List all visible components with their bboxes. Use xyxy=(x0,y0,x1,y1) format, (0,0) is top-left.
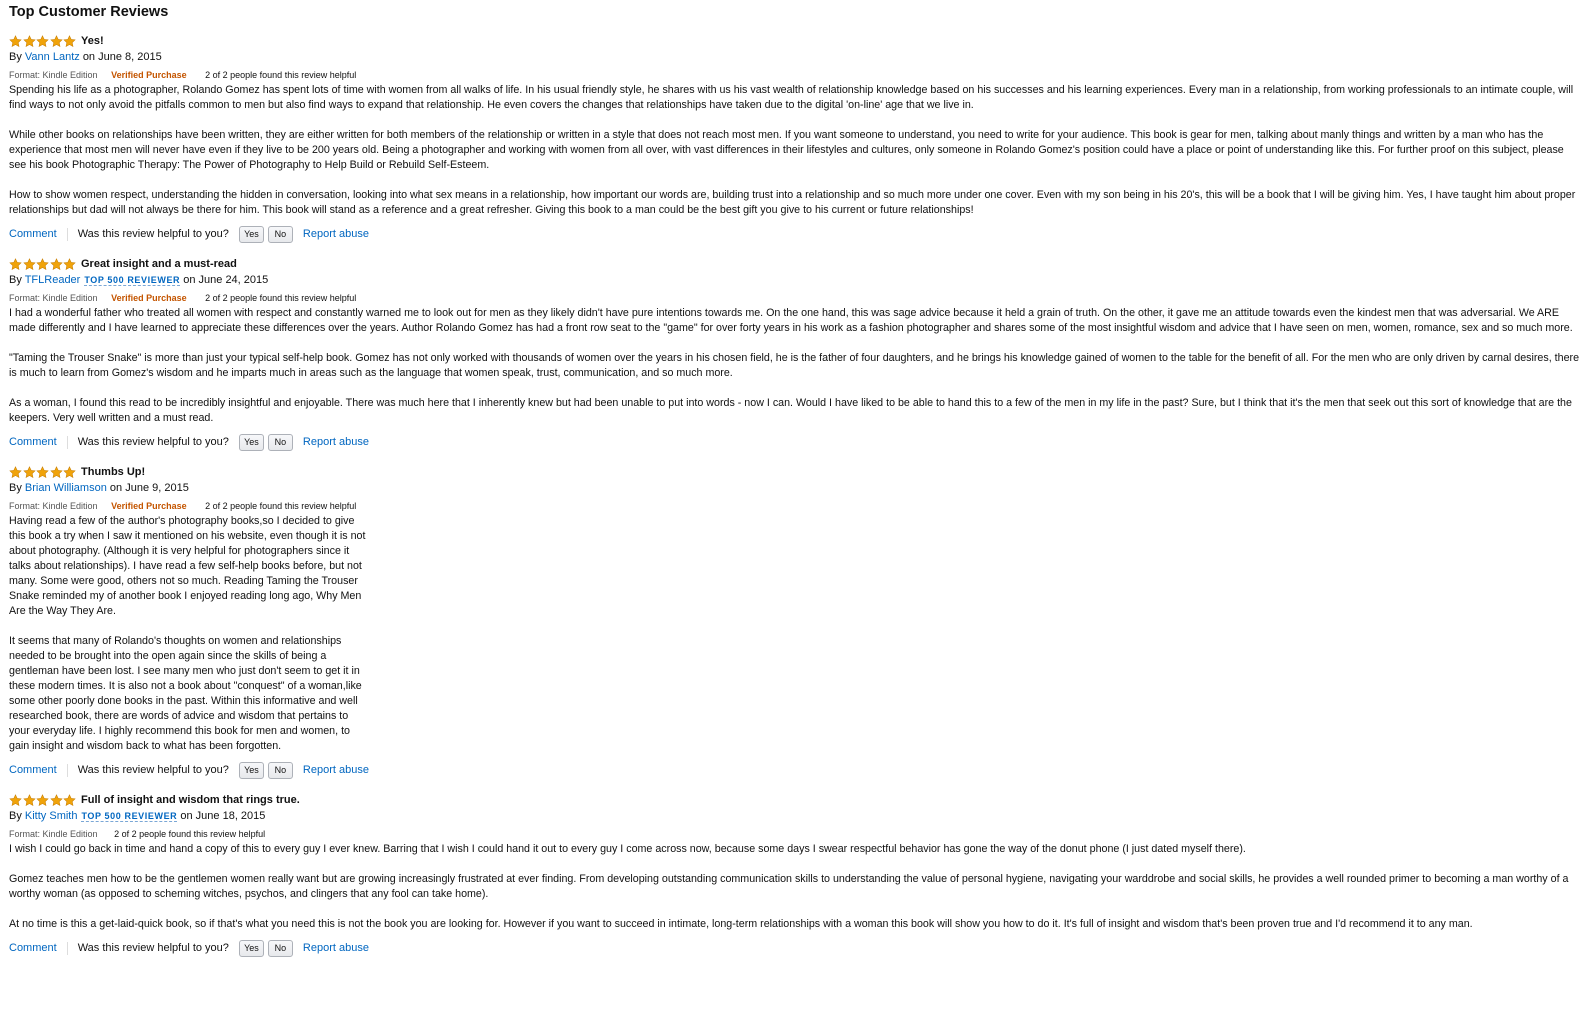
star-icon xyxy=(36,258,49,271)
review-paragraph: Having read a few of the author's photography books,so I decided to give this book a try when I saw it mentioned on his website, even though it is not about photography. (Although it is very helpful for photographers since it talks about relationships). I have read a few self-help books before, but not many. Some were good, others not so much. Reading Taming the Trouser Snake reminded my of another book I enjoyed reading long ago, Why Men Are the Way They Are. xyxy=(9,515,366,617)
review-title-row xyxy=(9,792,1583,808)
helpful-count: 2 of 2 people found this review helpful xyxy=(114,829,266,839)
divider xyxy=(67,436,68,449)
helpful-no-button[interactable]: No xyxy=(268,226,293,243)
review-date: June 24, 2015 xyxy=(198,274,269,286)
star-rating[interactable] xyxy=(9,258,76,271)
review-byline xyxy=(9,810,1583,824)
helpful-yes-button[interactable]: Yes xyxy=(239,226,264,243)
review-byline xyxy=(9,482,1583,496)
helpful-question: Was this review helpful to you? xyxy=(77,764,229,776)
on-label: on xyxy=(109,482,123,494)
review-title[interactable]: Great insight and a must-read xyxy=(81,258,237,270)
format-label: Format: Kindle Edition xyxy=(9,829,98,839)
star-icon xyxy=(63,466,76,479)
review-meta xyxy=(9,829,1583,841)
comment-link[interactable]: Comment xyxy=(9,436,57,448)
report-abuse-link[interactable]: Report abuse xyxy=(302,228,369,240)
review-paragraph: Spending his life as a photographer, Rolando Gomez has spent lots of time with women from all walks of life. In his usual friendly style, he shares with us his vast wealth of relationship knowledge based on his successes and his learning experiences. Every man in a relationship, from working professionals to an intimate couple, will find ways to not only avoid the pitfalls common to men but also find ways to expand that relationship. He even covers the changes that relationships have taken due to the digital 'on-line' age that we live in. xyxy=(9,84,1574,111)
review xyxy=(9,792,1583,957)
helpful-yes-button[interactable]: Yes xyxy=(239,434,264,451)
verified-purchase-badge: Verified Purchase xyxy=(111,501,187,511)
review-paragraph: How to show women respect, understanding the hidden in conversation, looking into what sex means in a relationship, how important our words are, building trust into a relationship and so much more under one cover. Even with my son being in his 20's, this will be a book that I will be giving him. Yes, I have taught him about proper relationships but dad will not always be there for him. This book will stand as a reference and a great refresher. Giving this book to a man could be the best gift you give to his current or future relationships! xyxy=(9,189,1576,216)
review-title-row xyxy=(9,256,1583,272)
verified-purchase-badge: Verified Purchase xyxy=(111,70,187,80)
top-reviewer-badge[interactable]: TOP 500 REVIEWER xyxy=(84,275,181,285)
section-heading: Top Customer Reviews xyxy=(9,4,169,20)
report-abuse-link[interactable]: Report abuse xyxy=(302,436,369,448)
by-label: By xyxy=(9,482,22,494)
helpful-count: 2 of 2 people found this review helpful xyxy=(205,70,357,80)
review-paragraph: It seems that many of Rolando's thoughts on women and relationships needed to be brought into the open again since the skills of being a gentleman have been lost. I see many men who just don't seem to get it in these modern times. It is also not a book about "conquest" of a woman,like some other poorly done books in the past. Within this informative and well researched book, there are words of advice and wisdom that pertains to your everyday life. I highly recommend this book for men and women, to gain insight and wisdom back to what has been forgotten. xyxy=(9,635,362,752)
star-icon xyxy=(50,35,63,48)
review-meta xyxy=(9,501,1583,513)
star-rating[interactable] xyxy=(9,794,76,807)
review-actions xyxy=(9,225,1583,243)
review-paragraph: I wish I could go back in time and hand a copy of this to every guy I ever knew. Barring that I wish I could hand it out to every guy I come across now, because some days I swear respectful behavior has gone the way of the donut phone (I just dated myself there). xyxy=(9,843,1246,855)
star-icon xyxy=(9,794,22,807)
star-icon xyxy=(23,35,36,48)
by-label: By xyxy=(9,274,22,286)
helpful-question: Was this review helpful to you? xyxy=(77,436,229,448)
review-body xyxy=(9,842,1583,932)
review-body xyxy=(9,514,369,754)
review-date: June 8, 2015 xyxy=(98,51,162,63)
review xyxy=(9,464,1583,779)
star-icon xyxy=(63,258,76,271)
on-label: on xyxy=(183,274,196,286)
top-reviewer-badge[interactable]: TOP 500 REVIEWER xyxy=(81,811,178,821)
format-label: Format: Kindle Edition xyxy=(9,501,98,511)
review-byline xyxy=(9,274,1583,288)
star-icon xyxy=(9,258,22,271)
on-label: on xyxy=(82,51,96,63)
comment-link[interactable]: Comment xyxy=(9,942,57,954)
review-paragraph: "Taming the Trouser Snake" is more than just your typical self-help book. Gomez has not only worked with thousands of women over the years in his chosen field, he is the father of four daughters, and he brings his knowledge gained of women to the table for the benefit of all. For the men who are only driven by carnal desires, there is much to learn from Gomez's wisdom and he imparts much in areas such as the language that women speak, trust, communication, and so much more. xyxy=(9,352,1580,379)
star-icon xyxy=(9,466,22,479)
divider xyxy=(67,764,68,777)
review-actions xyxy=(9,433,1583,451)
report-abuse-link[interactable]: Report abuse xyxy=(302,942,369,954)
helpful-count: 2 of 2 people found this review helpful xyxy=(205,293,357,303)
by-label: By xyxy=(9,810,22,822)
comment-link[interactable]: Comment xyxy=(9,764,57,776)
review-title-row xyxy=(9,33,1583,49)
star-rating[interactable] xyxy=(9,466,76,479)
star-icon xyxy=(50,258,63,271)
star-icon xyxy=(63,35,76,48)
review-actions xyxy=(9,761,1583,779)
helpful-question: Was this review helpful to you? xyxy=(77,228,229,240)
review-author-link[interactable]: Kitty Smith xyxy=(24,810,78,822)
helpful-yes-button[interactable]: Yes xyxy=(239,940,264,957)
helpful-no-button[interactable]: No xyxy=(268,434,293,451)
star-icon xyxy=(9,35,22,48)
star-icon xyxy=(23,794,36,807)
star-icon xyxy=(63,794,76,807)
review-paragraph: Gomez teaches men how to be the gentlemen women really want but are growing increasingly frustrated at ever finding. From developing outstanding communication skills to understanding the value of personal hygiene, navigating your warddrobe and social skills, he provides a well rounded primer to becoming a man worthy of a worthy woman (as opposed to scheming witches, psychos, and clingers that any fool can take home). xyxy=(9,873,1569,900)
review xyxy=(9,256,1583,451)
review-date: June 9, 2015 xyxy=(125,482,189,494)
review-paragraph: While other books on relationships have been written, they are either written for both members of the relationship or written in a style that does not reach most men. If you want someone to understand, you need to write for your audience. This book is gear for men, talking about manly things and written by a man who has the experience that most men will never have even if they live to be 200 years old. Being a photographer and working with women from all over, with vast differences in their lifestyles and cultures, only someone in Rolando Gomez's position could have a place or point of understanding like this. For further proof on this subject, please see his book Photographic Therapy: The Power of Photography to Help Build or Rebuild Self-Esteem. xyxy=(9,129,1564,171)
helpful-no-button[interactable]: No xyxy=(268,940,293,957)
star-icon xyxy=(36,794,49,807)
star-rating[interactable] xyxy=(9,35,76,48)
verified-purchase-badge: Verified Purchase xyxy=(111,293,187,303)
helpful-yes-button[interactable]: Yes xyxy=(239,762,264,779)
review-paragraph: I had a wonderful father who treated all women with respect and constantly warned me to look out for men as they likely didn't have pure intentions towards me. On the one hand, this was sage advice because it held a grain of truth. On the other, it gave me an attitude towards even the kindest men that was adversarial. We ARE made differently and I have learned to appreciate these differences over the years. Author Rolando Gomez has had a front row seat to the "game" for over forty years in his work as a fashion photographer and shares some of the most insightful wisdom and advice that I have seen on men, women, romance, sex and so much more. xyxy=(9,307,1573,334)
format-label: Format: Kindle Edition xyxy=(9,293,98,303)
divider xyxy=(67,942,68,955)
review-paragraph: At no time is this a get-laid-quick book, so if that's what you need this is not the book you are looking for. However if you want to succeed in intimate, long-term relationships with a woman this book will show you how to do it. It's full of insight and wisdom that's been proven true and I'd recommend it to any man. xyxy=(9,918,1473,930)
review xyxy=(9,33,1583,243)
review-actions xyxy=(9,939,1583,957)
review-title[interactable]: Yes! xyxy=(81,35,104,47)
helpful-count: 2 of 2 people found this review helpful xyxy=(205,501,357,511)
review-date: June 18, 2015 xyxy=(195,810,266,822)
helpful-question: Was this review helpful to you? xyxy=(77,942,229,954)
review-author-link[interactable]: Brian Williamson xyxy=(24,482,107,494)
comment-link[interactable]: Comment xyxy=(9,228,57,240)
report-abuse-link[interactable]: Report abuse xyxy=(302,764,369,776)
star-icon xyxy=(36,35,49,48)
star-icon xyxy=(50,466,63,479)
review-paragraph: As a woman, I found this read to be incredibly insightful and enjoyable. There was much here that I inherently knew but had been unable to put into words - now I can. Would I have liked to be able to hand this to a few of the men in my life in the past? Sure, but I think that it's the men that seek out this sort of knowledge that are the keepers. Very well written and a must read. xyxy=(9,397,1572,424)
review-body xyxy=(9,306,1583,426)
review-author-link[interactable]: Vann Lantz xyxy=(24,51,80,63)
star-icon xyxy=(36,466,49,479)
review-title[interactable]: Thumbs Up! xyxy=(81,466,146,478)
star-icon xyxy=(50,794,63,807)
review-body xyxy=(9,83,1583,218)
review-title[interactable]: Full of insight and wisdom that rings true. xyxy=(81,794,300,806)
star-icon xyxy=(23,258,36,271)
format-label: Format: Kindle Edition xyxy=(9,70,98,80)
review-byline xyxy=(9,51,1583,65)
helpful-no-button[interactable]: No xyxy=(268,762,293,779)
star-icon xyxy=(23,466,36,479)
review-title-row xyxy=(9,464,1583,480)
on-label: on xyxy=(180,810,193,822)
by-label: By xyxy=(9,51,22,63)
divider xyxy=(67,228,68,241)
review-meta xyxy=(9,70,1583,82)
review-author-link[interactable]: TFLReader xyxy=(24,274,81,286)
review-meta xyxy=(9,293,1583,305)
